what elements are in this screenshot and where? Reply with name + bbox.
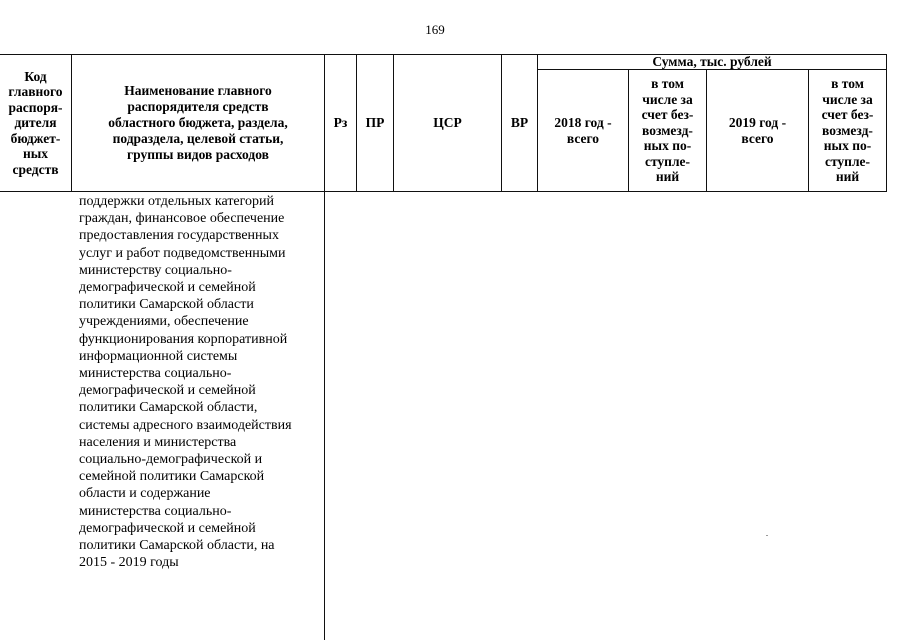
header-2019-grants: в том числе за счет без- возмезд- ных по- ступле- ний [821, 76, 874, 185]
header-vr: ВР [510, 115, 529, 130]
header-csr: ЦСР [433, 115, 462, 130]
column-border [886, 54, 887, 192]
header-name: Наименование главного распорядителя средств областного бюджета, раздела, подраздела, целевой статьи, группы видов расходов [108, 83, 288, 162]
page-number: 169 [425, 22, 445, 37]
header-2019-total: 2019 год - всего [728, 114, 787, 146]
header-2018-grants: в том числе за счет без- возмезд- ных по- ступле- ний [641, 76, 694, 185]
header-rz: Рз [333, 115, 348, 130]
header-code: Код главного распоря- дителя бюджет- ных средств [8, 68, 63, 177]
scan-artifact [766, 535, 768, 536]
header-bottom-border [0, 191, 886, 192]
sum-group-divider [537, 69, 886, 70]
header-pr: ПР [365, 115, 385, 130]
header-2018-total: 2018 год - всего [554, 114, 612, 146]
row-name-continued: поддержки отдельных категорий граждан, финансовое обеспечение предоставления государственных услуг и работ подведомственными министерству социально- демографической и семейной политики Самарской области учреждениями, обеспечение функционирования корпоративной информационной системы министерства социально- демографической и семейной политики Самарской области, системы адресного взаимодействия населения и министерства социально-демографической и семейной политики Самарской области и содержание министерства социально- демографической и семейной политики Самарской области, на 2015 - 2019 годы [79, 194, 292, 571]
header-sum-group: Сумма, тыс. рублей [652, 54, 772, 69]
